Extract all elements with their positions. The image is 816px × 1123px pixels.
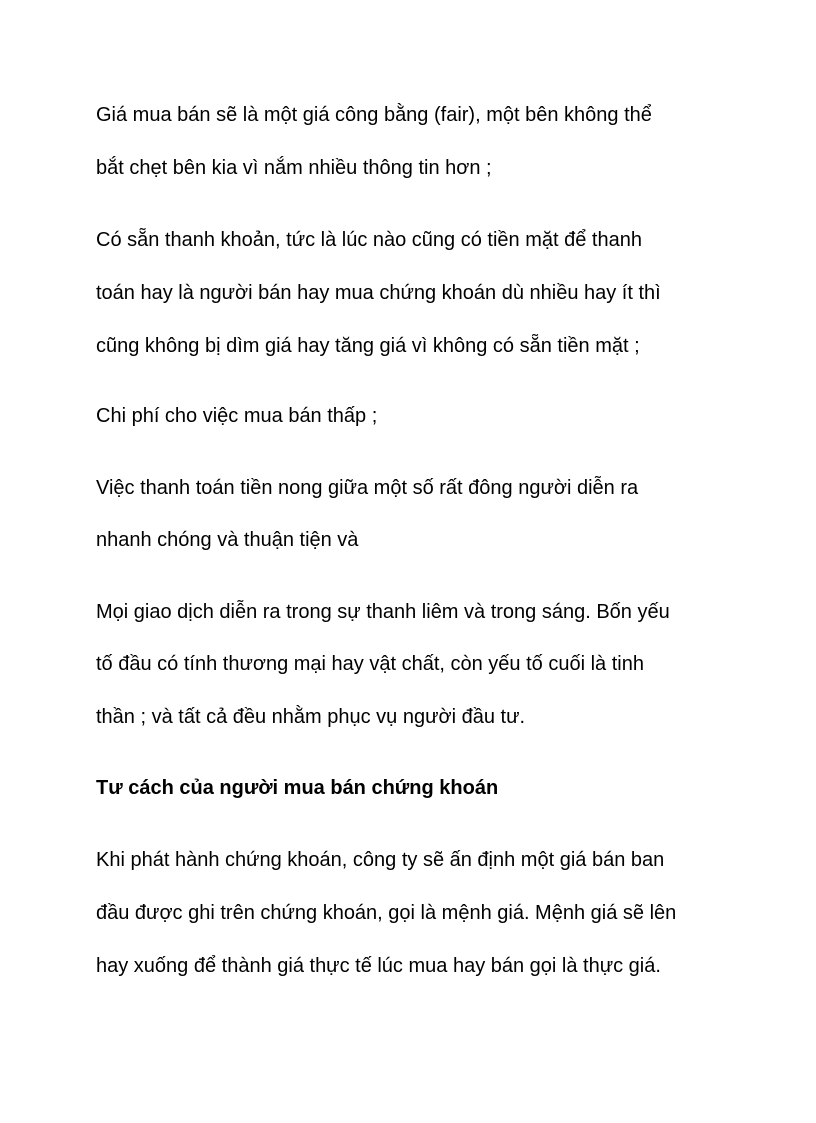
text-line: cũng không bị dìm giá hay tăng giá vì không có sẵn tiền mặt ; [96,335,640,357]
text-line: Giá mua bán sẽ là một giá công bằng (fair), một bên không thể [96,104,652,126]
text-line: Mọi giao dịch diễn ra trong sự thanh liêm và trong sáng. Bốn yếu [96,601,670,623]
text-line: Việc thanh toán tiền nong giữa một số rất đông người diễn ra [96,477,639,499]
text-line: Có sẵn thanh khoản, tức là lúc nào cũng có tiền mặt để thanh [96,229,642,251]
text-line: tố đầu có tính thương mại hay vật chất, còn yếu tố cuối là tinh [96,653,644,675]
text-line: thần ; và tất cả đều nhằm phục vụ người đầu tư. [96,706,526,728]
text-line: đầu được ghi trên chứng khoán, gọi là mệnh giá. Mệnh giá sẽ lên [96,902,677,924]
text-line: Khi phát hành chứng khoán, công ty sẽ ấn định một giá bán ban [96,849,665,871]
text-line: bắt chẹt bên kia vì nắm nhiều thông tin hơn ; [96,157,492,179]
text-line: nhanh chóng và thuận tiện và [96,529,359,551]
text-line: hay xuống để thành giá thực tế lúc mua hay bán gọi là thực giá. [96,955,661,977]
text-line: Chi phí cho việc mua bán thấp ; [96,405,378,427]
section-heading: Tư cách của người mua bán chứng khoán [96,777,499,799]
text-line: toán hay là người bán hay mua chứng khoán dù nhiều hay ít thì [96,282,661,304]
